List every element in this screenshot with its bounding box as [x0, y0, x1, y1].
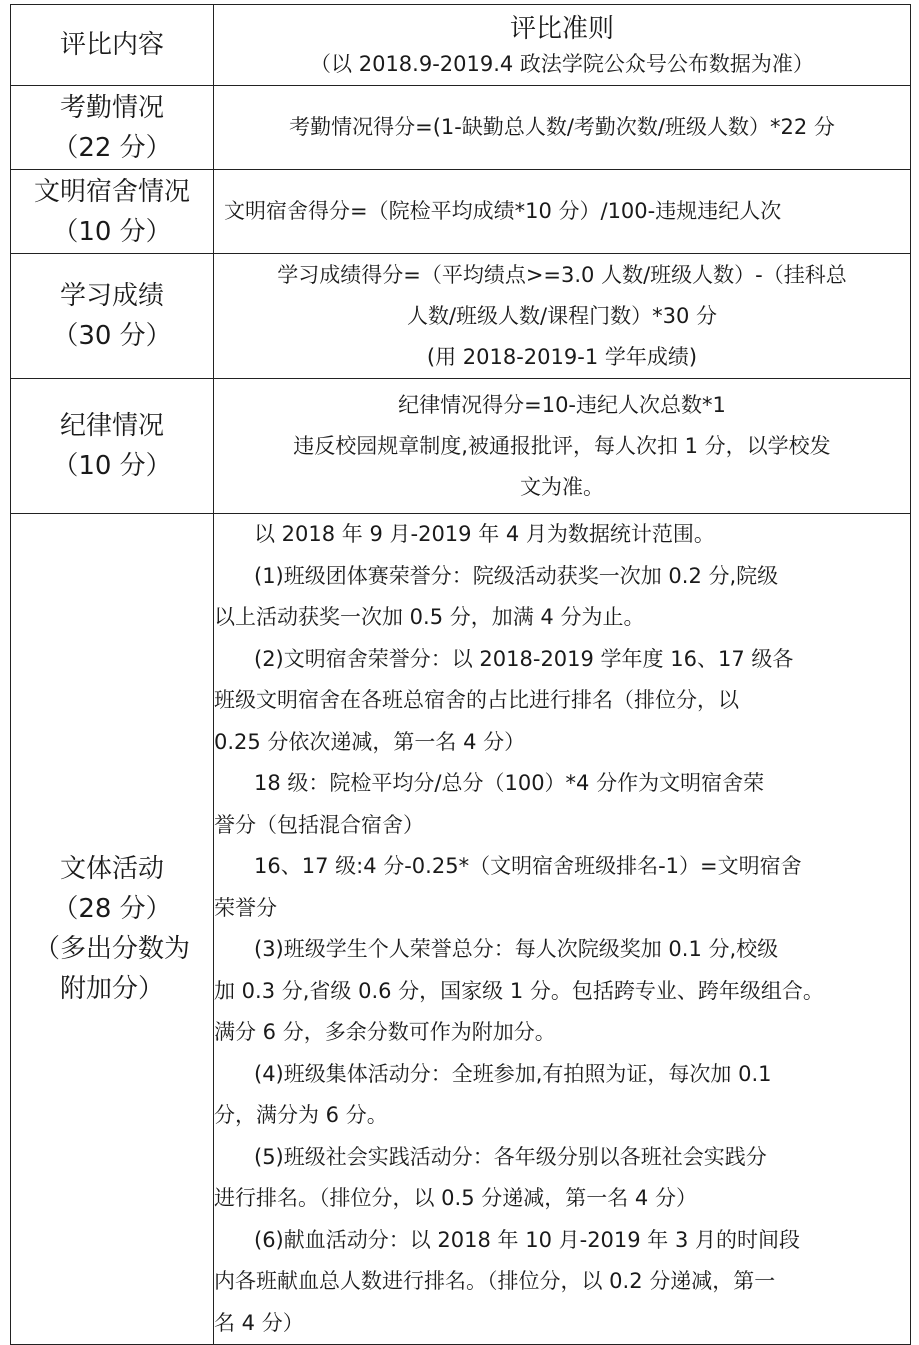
discipline-line-3: 文为准。 — [520, 474, 604, 499]
activities-line-10: 荣誉分 — [214, 895, 277, 920]
table-row-activities — [11, 514, 911, 1345]
activities-line-3: 以上活动获奖一次加 0.5 分，加满 4 分为止。 — [214, 605, 645, 629]
activities-line-12: 加 0.3 分,省级 0.6 分，国家级 1 分。包括跨专业、跨年级组合。 — [214, 978, 824, 1003]
discipline-score: （10 分） — [52, 451, 172, 481]
table-row-academic — [11, 254, 911, 379]
activities-line-20: 名 4 分） — [214, 1310, 304, 1335]
academic-label-cell — [11, 254, 214, 379]
activities-line-9: 16、17 级:4 分-0.25*（文明宿舍班级排名-1）=文明宿舍 — [254, 854, 802, 878]
activities-line-4: (2)文明宿舍荣誉分：以 2018-2019 学年度 16、17 级各 — [254, 646, 794, 671]
activities-line-14: (4)班级集体活动分：全班参加,有拍照为证，每次加 0.1 — [254, 1061, 772, 1086]
academic-line-3: (用 2018-2019-1 学年成绩) — [426, 344, 698, 369]
attendance-score: （22 分） — [52, 132, 172, 163]
activities-name: 文体活动 — [59, 854, 164, 884]
activities-line-17: 进行排名。（排位分，以 0.5 分递减，第一名 4 分） — [214, 1186, 697, 1210]
discipline-line-2: 违反校园规章制度,被通报批评，每人次扣 1 分，以学校发 — [293, 433, 831, 458]
attendance-label-cell — [11, 86, 214, 170]
academic-line-2: 人数/班级人数/课程门数）*30 分 — [406, 303, 718, 328]
header-criteria-note: （以 2018.9-2019.4 政法学院公众号公布数据为准） — [310, 52, 814, 76]
activities-line-15: 分，满分为 6 分。 — [214, 1103, 388, 1127]
activities-line-19: 内各班献血总人数进行排名。（排位分，以 0.2 分递减，第一 — [214, 1269, 776, 1293]
discipline-name: 纪律情况 — [59, 411, 164, 441]
attendance-name: 考勤情况 — [59, 92, 164, 123]
table-row-attendance — [11, 86, 911, 170]
activities-line-7: 18 级：院检平均分/总分（100）*4 分作为文明宿舍荣 — [254, 771, 765, 795]
activities-criteria-cell — [214, 514, 911, 1345]
activities-line-1: 以 2018 年 9 月-2019 年 4 月为数据统计范围。 — [254, 522, 715, 546]
dormitory-label-cell — [11, 170, 214, 254]
dormitory-criteria-cell — [214, 170, 911, 254]
header-content-label: 评比内容 — [59, 30, 164, 60]
activities-line-8: 誉分（包括混合宿舍） — [214, 812, 424, 837]
activities-line-2: (1)班级团体赛荣誉分：院级活动获奖一次加 0.2 分,院级 — [254, 563, 779, 588]
dormitory-name: 文明宿舍情况 — [33, 176, 190, 207]
attendance-formula: 考勤情况得分=(1-缺勤总人数/考勤次数/班级人数）*22 分 — [289, 115, 835, 139]
discipline-line-1: 纪律情况得分=10-违纪人次总数*1 — [398, 392, 726, 417]
academic-criteria-cell — [214, 254, 911, 379]
criteria-table — [10, 4, 911, 1345]
activities-extra-note-2: 附加分） — [59, 974, 164, 1004]
activities-line-11: (3)班级学生个人荣誉总分：每人次院级奖加 0.1 分,校级 — [254, 937, 779, 961]
header-content-cell — [11, 5, 214, 86]
attendance-criteria-cell — [214, 86, 911, 170]
header-criteria-cell — [214, 5, 911, 86]
activities-line-6: 0.25 分依次递减，第一名 4 分） — [214, 729, 526, 754]
table-header-row — [11, 5, 911, 86]
academic-name: 学习成绩 — [59, 281, 164, 311]
academic-score: （30 分） — [52, 321, 172, 351]
discipline-criteria-cell — [214, 379, 911, 514]
dormitory-formula: 文明宿舍得分=（院检平均成绩*10 分）/100-违规违纪人次 — [224, 199, 782, 223]
activities-line-16: (5)班级社会实践活动分：各年级分别以各班社会实践分 — [254, 1144, 767, 1169]
activities-line-18: (6)献血活动分：以 2018 年 10 月-2019 年 3 月的时间段 — [254, 1227, 801, 1252]
table-row-dormitory — [11, 170, 911, 254]
activities-line-5: 班级文明宿舍在各班总宿舍的占比进行排名（排位分，以 — [214, 688, 739, 712]
dormitory-score: （10 分） — [52, 216, 172, 247]
activities-score: （28 分） — [52, 894, 172, 924]
activities-label-cell — [11, 514, 214, 1345]
header-criteria-title: 评比准则 — [509, 14, 614, 44]
discipline-label-cell — [11, 379, 214, 514]
table-row-discipline — [11, 379, 911, 514]
activities-extra-note-1: （多出分数为 — [33, 934, 190, 964]
academic-line-1: 学习成绩得分=（平均绩点>=3.0 人数/班级人数）-（挂科总 — [277, 262, 847, 287]
activities-line-13: 满分 6 分，多余分数可作为附加分。 — [214, 1020, 556, 1044]
